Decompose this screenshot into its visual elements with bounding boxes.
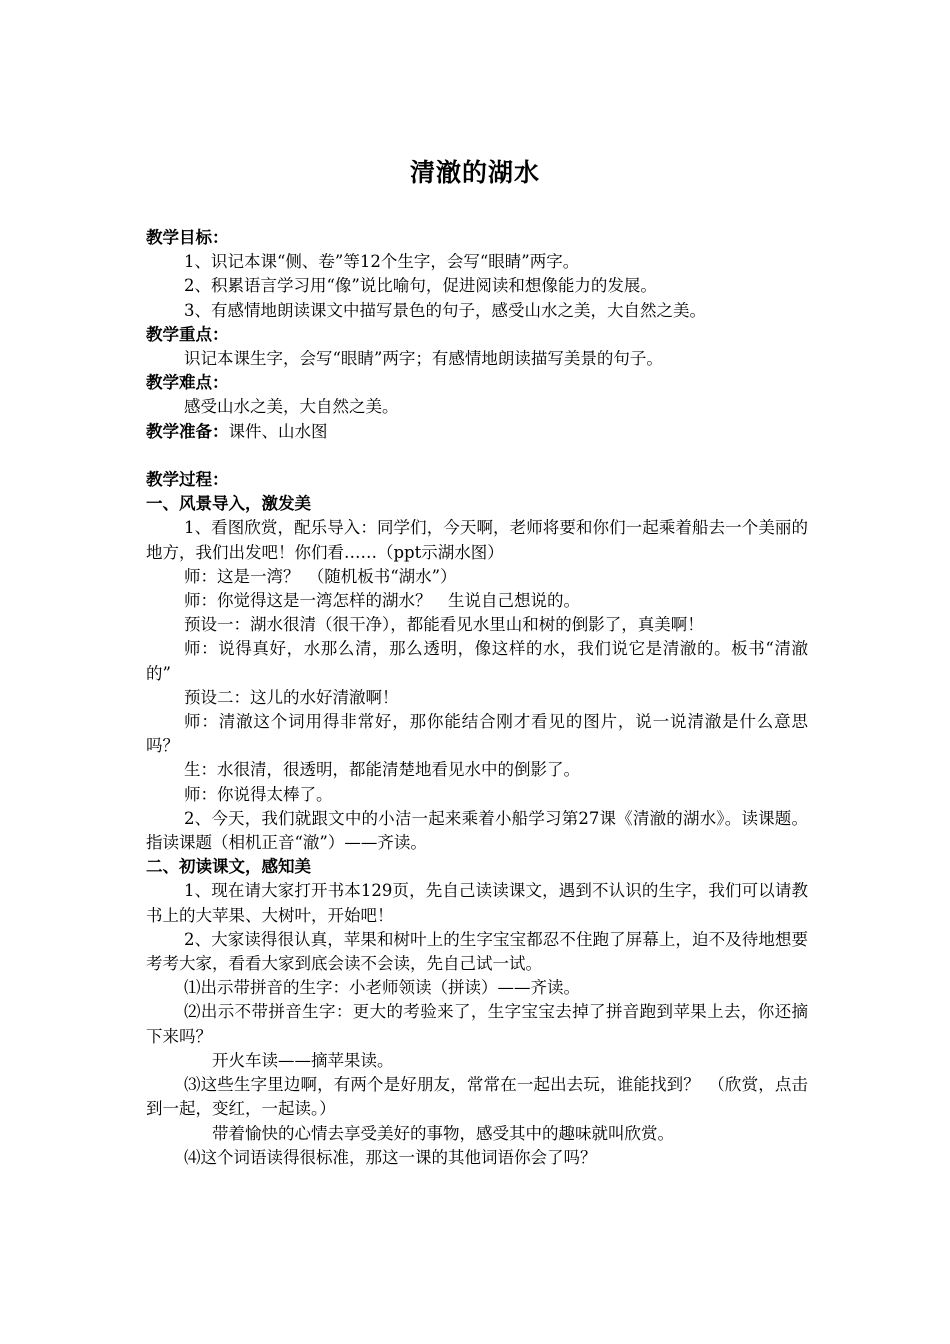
- difficulties-text: 感受山水之美，大自然之美。: [184, 397, 399, 417]
- preparation-line: [146, 420, 808, 444]
- document-title: 清澈的湖水: [409, 158, 540, 187]
- objective-item: 1、识记本课“侧、卷”等12个生字，会写“眼睛”两字。: [184, 252, 580, 272]
- difficulties-heading: 教学难点：: [146, 373, 229, 393]
- section2-paragraph: ⑵出示不带拼音生字：更大的考验来了，生字宝宝去掉了拼音跑到苹果上去，你还摘下来吗？: [146, 1002, 808, 1046]
- preparation-label: 教学准备：: [146, 421, 229, 441]
- preparation-text: 课件、山水图: [228, 421, 328, 441]
- section1-paragraph: 预设二：这儿的水好清澈啊！: [184, 687, 399, 707]
- key-points-heading: 教学重点：: [146, 324, 229, 344]
- section2-paragraph: ⑴出示带拼音的生字：小老师领读（拼读）——齐读。: [184, 978, 580, 998]
- section2-paragraph: ⑶这些生字里边啊，有两个是好朋友，常常在一起出去玩，谁能找到？ （欣赏，点击到一起，变红，一起读。）: [146, 1075, 808, 1119]
- objective-item: 3、有感情地朗读课文中描写景色的句子，感受山水之美，大自然之美。: [184, 300, 706, 320]
- section1-paragraph: 师：这是一湾？ （随机板书“湖水”）: [184, 566, 457, 586]
- section2-heading: 二、初读课文，感知美: [146, 857, 311, 877]
- section1-paragraph: 生：水很清，很透明，都能清楚地看见水中的倒影了。: [184, 760, 580, 780]
- section1-paragraph: 师：你觉得这是一湾怎样的湖水？ 生说自己想说的。: [184, 591, 580, 611]
- spacer: [146, 444, 808, 468]
- section2-paragraph: 开火车读——摘苹果读。: [212, 1050, 394, 1070]
- section1-paragraph: 师：清澈这个词用得非常好，那你能结合刚才看见的图片，说一说清澈是什么意思吗？: [146, 712, 808, 756]
- process-heading: 教学过程：: [146, 470, 229, 490]
- section1-paragraph: 预设一：湖水很清（很干净），都能看见水里山和树的倒影了，真美啊！: [184, 615, 704, 635]
- key-points-text: 识记本课生字，会写“眼睛”两字；有感情地朗读描写美景的句子。: [184, 349, 663, 369]
- section2-paragraph: 2、大家读得很认真，苹果和树叶上的生字宝宝都忍不住跑了屏幕上，迫不及待地想要考考大家，看看大家到底会读不会读，先自己试一试。: [146, 929, 808, 974]
- objective-item: 2、积累语言学习用“像”说比喻句，促进阅读和想像能力的发展。: [184, 276, 657, 296]
- section2-paragraph: ⑷这个词语读得很标准，那这一课的其他词语你会了吗？: [184, 1147, 597, 1167]
- section2-paragraph: 带着愉快的心情去享受美好的事物，感受其中的趣味就叫欣赏。: [212, 1123, 674, 1143]
- section1-paragraph: 2、今天，我们就跟文中的小洁一起来乘着小船学习第27课《清澈的湖水》。读课题。指读课题（相机正音“澈”）——齐读。: [146, 808, 808, 853]
- section2-paragraph: 1、现在请大家打开书本129页，先自己读读课文，遇到不认识的生字，我们可以请教书上的大苹果、大树叶，开始吧！: [146, 881, 808, 925]
- document-body: [146, 226, 808, 1170]
- section1-paragraph: 师：说得真好，水那么清，那么透明，像这样的水，我们说它是清澈的。板书“清澈的”: [146, 639, 808, 683]
- section1-paragraph: 师：你说得太棒了。: [184, 784, 333, 804]
- objectives-heading: 教学目标：: [146, 228, 229, 247]
- section1-heading: 一、风景导入，激发美: [146, 494, 311, 514]
- section1-paragraph: 1、看图欣赏，配乐导入：同学们，今天啊，老师将要和你们一起乘着船去一个美丽的地方，我们出发吧！你们看……（ppt示湖水图）: [146, 518, 808, 562]
